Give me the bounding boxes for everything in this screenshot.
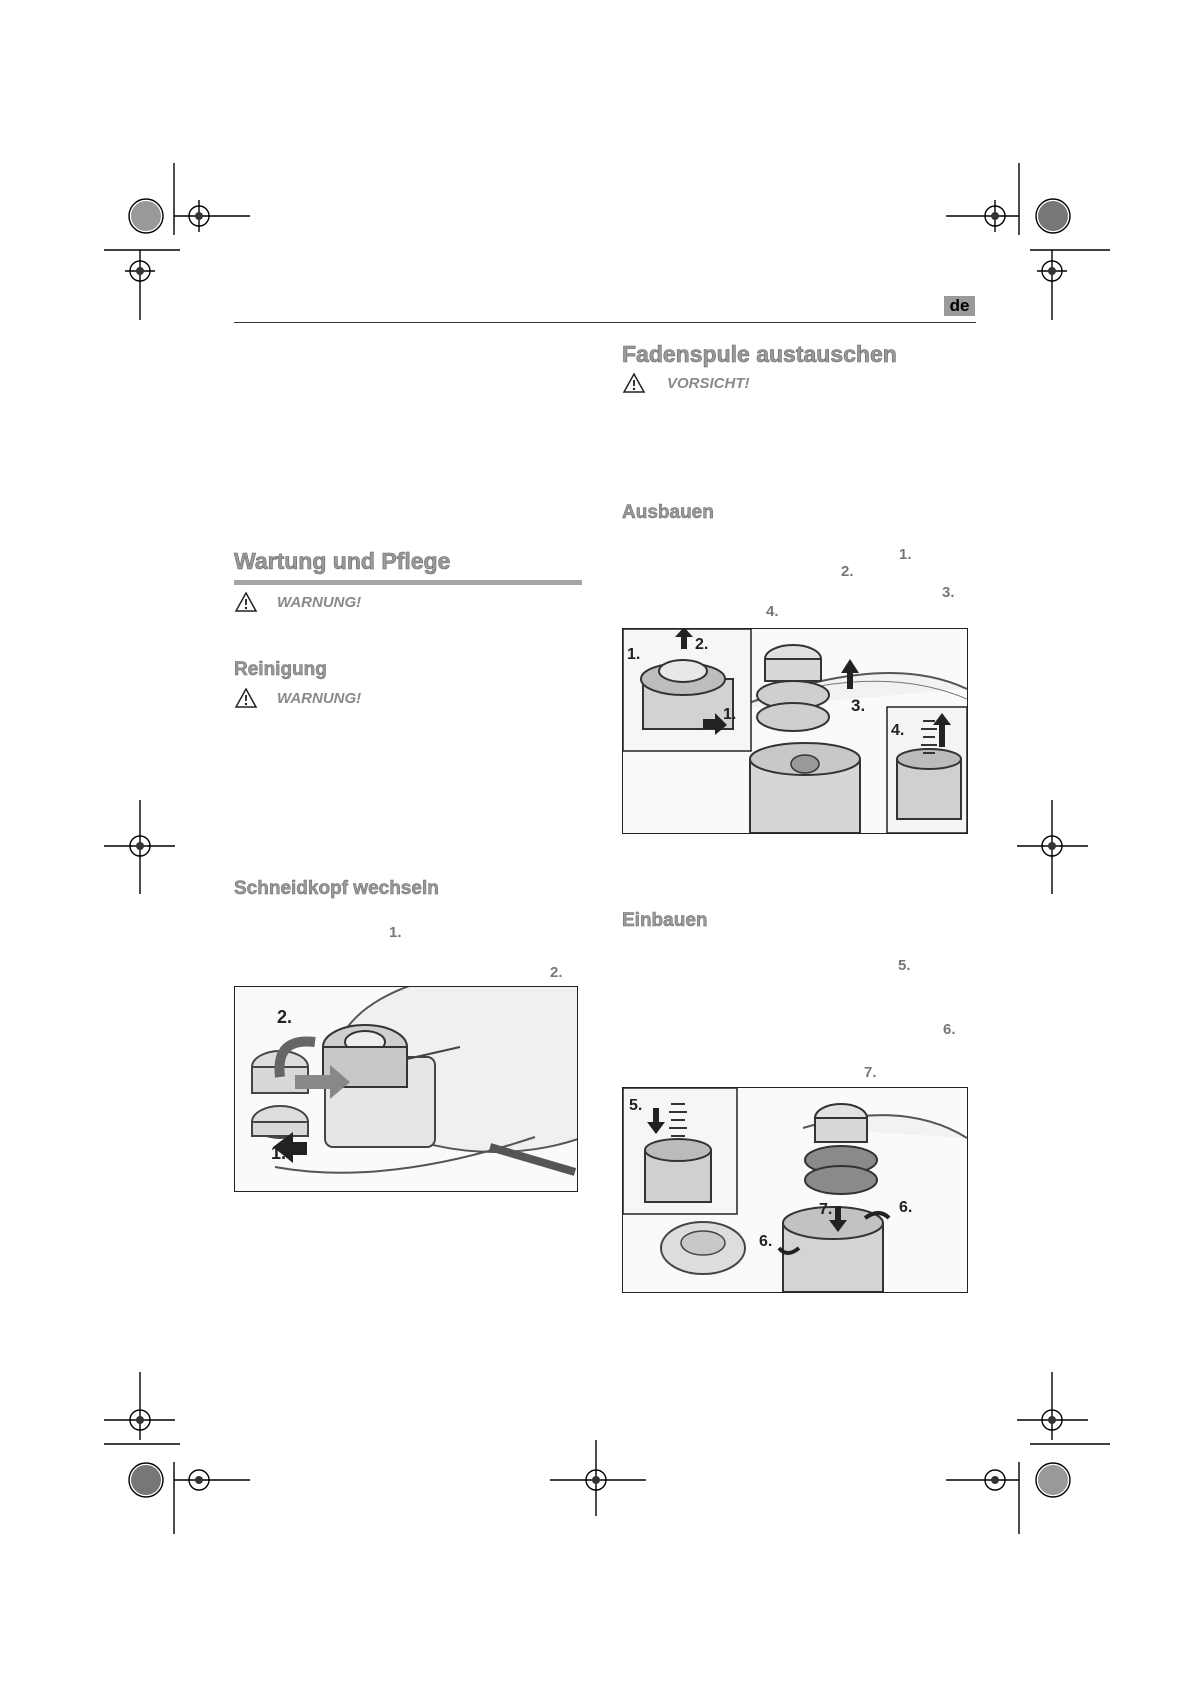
svg-text:1.: 1. [271, 1143, 287, 1163]
step-ref: 2. [550, 964, 563, 981]
subsection-title-cleaning: Reinigung [234, 659, 327, 680]
warning-label: WARNUNG! [277, 690, 362, 707]
figure-install-spool [622, 1087, 968, 1293]
figure-change-cutting-head [234, 986, 578, 1192]
warning-icon [622, 372, 646, 394]
warning-icon [234, 591, 258, 613]
step-ref: 2. [841, 563, 854, 580]
step-ref: 3. [942, 584, 955, 601]
figure-remove-spool [622, 628, 968, 834]
svg-text:2.: 2. [695, 636, 709, 653]
svg-text:1.: 1. [723, 706, 737, 723]
svg-text:6.: 6. [899, 1199, 913, 1216]
step-ref: 6. [943, 1021, 956, 1038]
section-title-rule [234, 580, 582, 585]
warning-label: WARNUNG! [277, 594, 362, 611]
subsection-title-change-head: Schneidkopf wechseln [234, 878, 439, 899]
subsection-title-remove: Ausbauen [622, 502, 714, 523]
warning-icon [234, 687, 258, 709]
header-rule [234, 322, 976, 323]
svg-text:2.: 2. [277, 1007, 293, 1027]
section-title-replace-spool: Fadenspule austauschen [622, 341, 897, 367]
svg-text:5.: 5. [629, 1097, 643, 1114]
step-ref: 1. [389, 924, 402, 941]
step-ref: 7. [864, 1064, 877, 1081]
step-ref: 4. [766, 603, 779, 620]
svg-text:6.: 6. [759, 1233, 773, 1250]
subsection-title-install: Einbauen [622, 910, 708, 931]
step-ref: 1. [899, 546, 912, 563]
svg-text:3.: 3. [851, 696, 866, 715]
caution-label: VORSICHT! [667, 375, 750, 392]
svg-text:4.: 4. [891, 722, 905, 739]
svg-text:7.: 7. [819, 1201, 833, 1218]
section-title-maintenance: Wartung und Pflege [234, 548, 451, 574]
language-badge: de [944, 296, 975, 316]
svg-text:1.: 1. [627, 646, 641, 663]
step-ref: 5. [898, 957, 911, 974]
